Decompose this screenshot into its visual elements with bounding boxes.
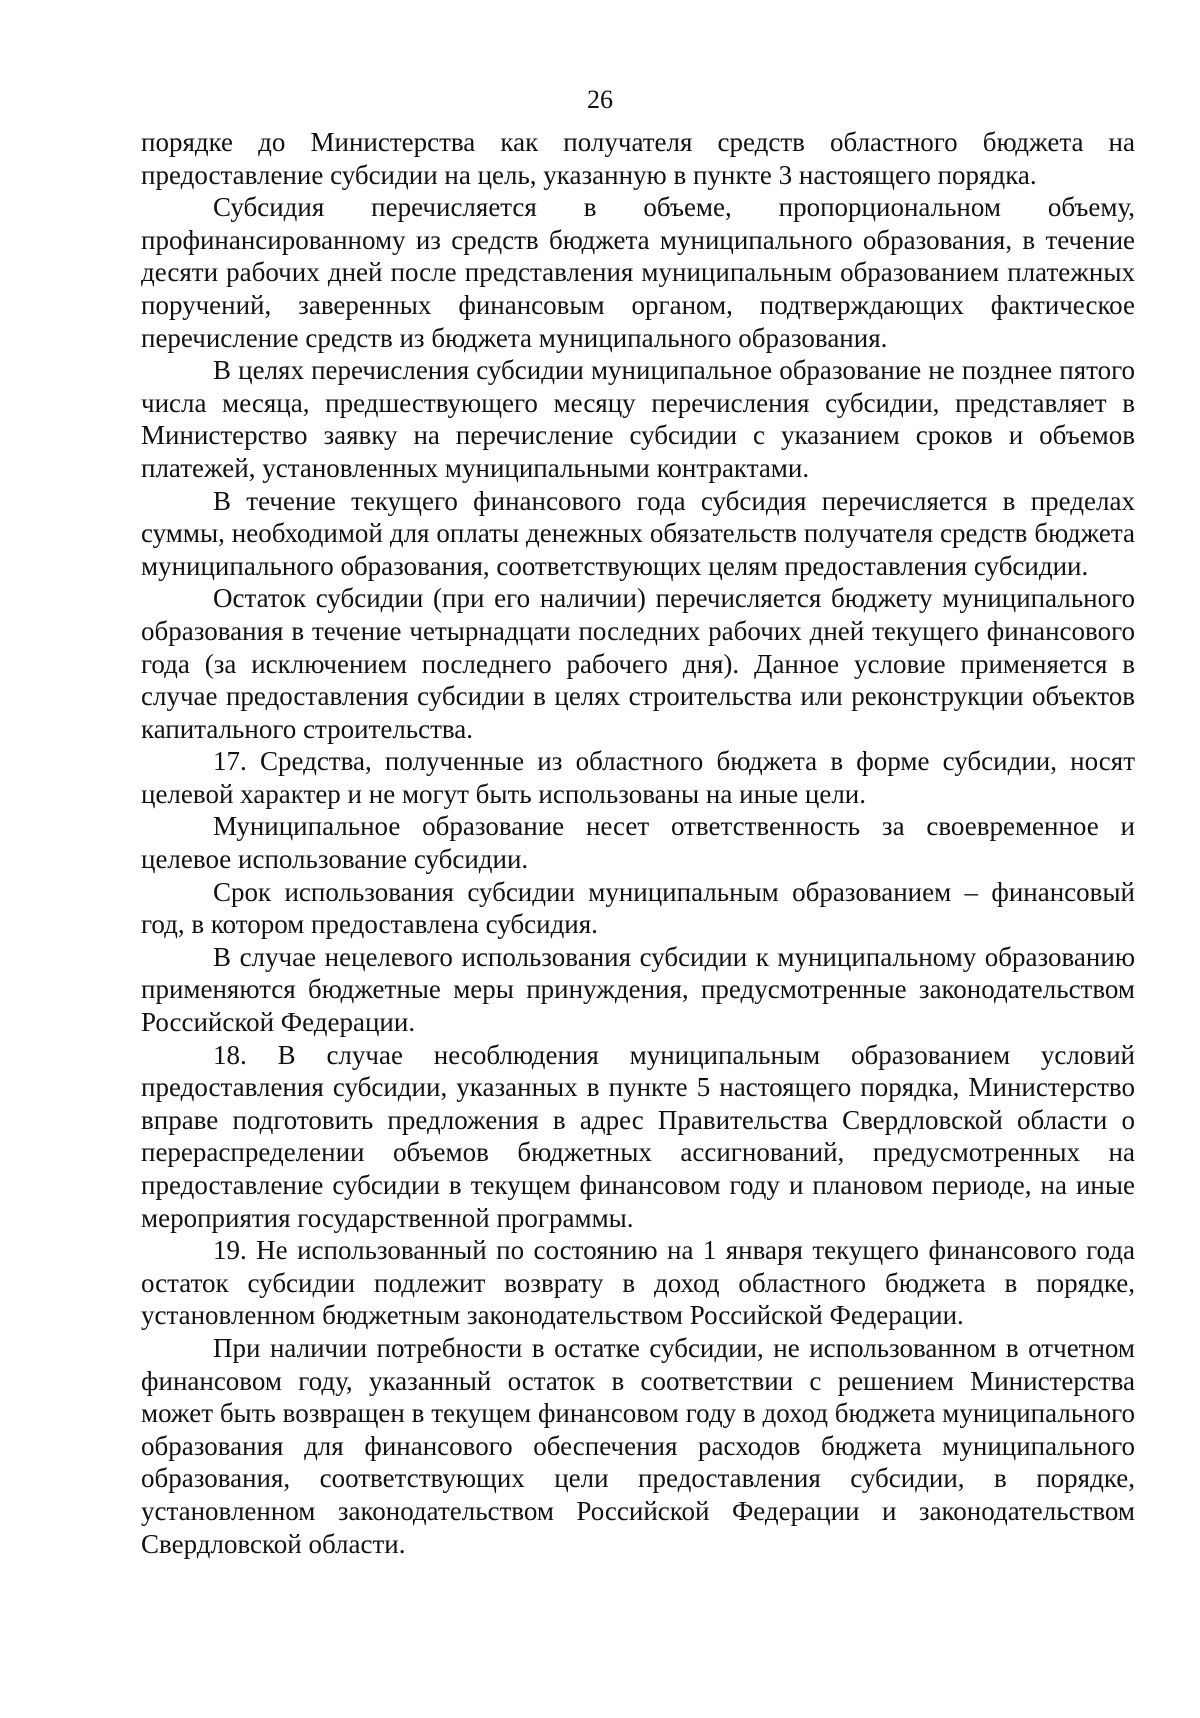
paragraph-responsibility: Муниципальное образование несет ответственность за своевременное и целевое использование субсидии. [141, 811, 1135, 875]
paragraph-transfer-limits: В течение текущего финансового года субсидия перечисляется в пределах суммы, необходимой для оплаты денежных обязательств получателя средств бюджета муниципального образования, соответствующих целям предоставления субсидии. [141, 485, 1135, 581]
paragraph-remaining-balance: Остаток субсидии (при его наличии) перечисляется бюджету муниципального образования в течение четырнадцати последних рабочих дней текущего финансового года (за исключением последнего рабочего дня). Данное условие применяется в случае предоставления субсидии в целях строительства или реконструкции объектов капитального строительства. [141, 583, 1135, 744]
paragraph-transfer-volume: Субсидия перечисляется в объеме, пропорциональном объему, профинансированному из средств бюджета муниципального образования, в течение десяти рабочих дней после представления муниципальным образованием платежных поручений, заверенных финансовым органом, подтверждающих фактическое перечисление средств из бюджета муниципального образования. [141, 192, 1135, 353]
paragraph-transfer-request: В целях перечисления субсидии муниципальное образование не позднее пятого числа месяца, предшествующего месяцу перечисления субсидии, представляет в Министерство заявку на перечисление субсидии с указанием сроков и объемов платежей, установленных муниципальными контрактами. [141, 355, 1135, 483]
paragraph-continuation: порядке до Министерства как получателя средств областного бюджета на предоставление субсидии на цель, указанную в пункте 3 настоящего порядка. [141, 127, 1135, 190]
paragraph-item-19: 19. Не использованный по состоянию на 1 января текущего финансового года остаток субсидии подлежит возврату в доход областного бюджета в порядке, установленном бюджетным законодательством Российской Федерации. [141, 1235, 1135, 1331]
paragraph-item-18: 18. В случае несоблюдения муниципальным образованием условий предоставления субсидии, указанных в пункте 5 настоящего порядка, Министерство вправе подготовить предложения в адрес Правительства Свердловской области о перераспределении объемов бюджетных ассигнований, предусмотренных на предоставление субсидии в текущем финансовом году и плановом периоде, на иные мероприятия государственной программы. [141, 1039, 1135, 1233]
paragraph-misuse-measures: В случае нецелевого использования субсидии к муниципальному образованию применяются бюджетные меры принуждения, предусмотренные законодательством Российской Федерации. [141, 941, 1135, 1038]
document-body [141, 126, 1135, 1560]
page-number: 26 [587, 85, 613, 114]
paragraph-item-17: 17. Средства, полученные из областного бюджета в форме субсидии, носят целевой характер и не могут быть использованы на иные цели. [141, 746, 1135, 809]
paragraph-balance-return: При наличии потребности в остатке субсидии, не использованном в отчетном финансовом году, указанный остаток в соответствии с решением Министерства может быть возвращен в текущем финансовом году в доход бюджета муниципального образования для финансового обеспечения расходов бюджета муниципального образования, соответствующих цели предоставления субсидии, в порядке, установленном законодательством Российской Федерации и законодательством Свердловской области. [141, 1332, 1135, 1559]
paragraph-usage-term: Срок использования субсидии муниципальным образованием – финансовый год, в котором предоставлена субсидия. [141, 876, 1135, 940]
